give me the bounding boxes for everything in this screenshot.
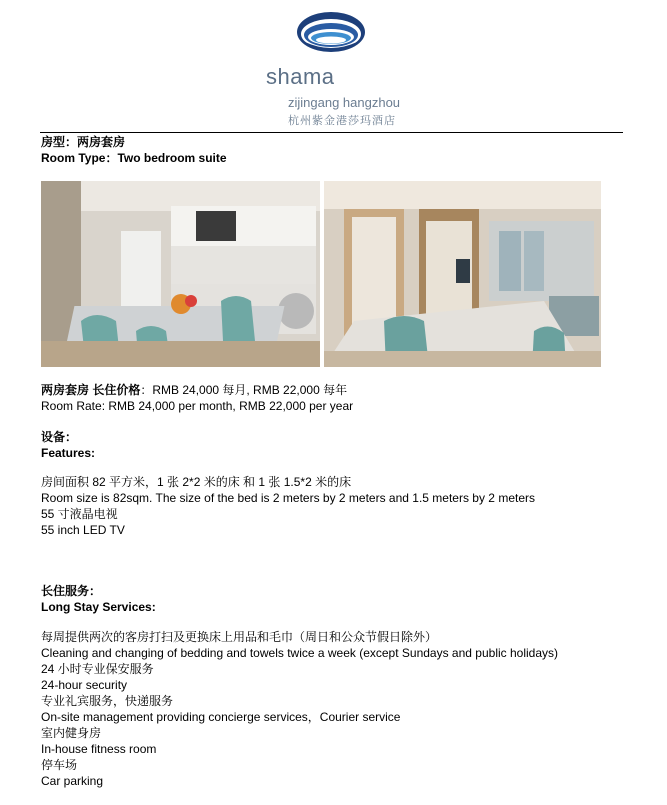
room-rate-cn-value: ：RMB 24,000 每月, RMB 22,000 每年 (140, 383, 348, 397)
service-item: On-site management providing concierge services，Courier service (41, 710, 401, 724)
brand-location-en: zijingang hangzhou (288, 95, 401, 110)
service-item: 专业礼宾服务，快递服务 (41, 694, 174, 708)
room-rate-cn (41, 383, 347, 398)
room-rate-en: Room Rate: RMB 24,000 per month, RMB 22,000 per year (41, 399, 354, 413)
feature-item: 房间面积 82 平方米，1 张 2*2 米的床 和 1 张 1.5*2 米的床 (41, 475, 352, 489)
feature-item: Room size is 82sqm. The size of the bed is 2 meters by 2 meters and 1.5 meters by 2 meters (41, 491, 535, 505)
services-heading-cn: 长住服务： (41, 584, 102, 598)
service-item: 停车场 (41, 758, 78, 772)
room-type-en: Room Type：Two bedroom suite (41, 151, 227, 165)
service-item: Car parking (41, 774, 104, 788)
service-item: 室内健身房 (41, 726, 102, 740)
service-item: 24 小时专业保安服务 (41, 662, 154, 676)
service-item: 每周提供两次的客房打扫及更换床上用品和毛巾（周日和公众节假日除外） (41, 630, 438, 644)
brand-name: shama (266, 64, 335, 89)
feature-item: 55 inch LED TV (41, 523, 125, 537)
services-heading-en: Long Stay Services: (41, 600, 156, 614)
shama-logo-icon (295, 10, 367, 58)
room-rate-cn-label: 两房套房 长住价格 (41, 383, 141, 397)
header-divider (40, 132, 623, 133)
service-item: In-house fitness room (41, 742, 157, 756)
features-heading-en: Features: (41, 446, 96, 460)
room-type-cn: 房型：两房套房 (41, 135, 126, 149)
service-item: Cleaning and changing of bedding and towels twice a week (except Sundays and public holidays) (41, 646, 559, 660)
feature-item: 55 寸液晶电视 (41, 507, 118, 521)
hotel-logo (260, 8, 420, 126)
kitchen-photo (41, 181, 320, 367)
features-heading-cn: 设备： (41, 430, 78, 444)
service-item: 24-hour security (41, 678, 128, 692)
brand-location-cn: 杭州紫金港莎玛酒店 (288, 115, 396, 127)
living-room-photo (324, 181, 601, 367)
